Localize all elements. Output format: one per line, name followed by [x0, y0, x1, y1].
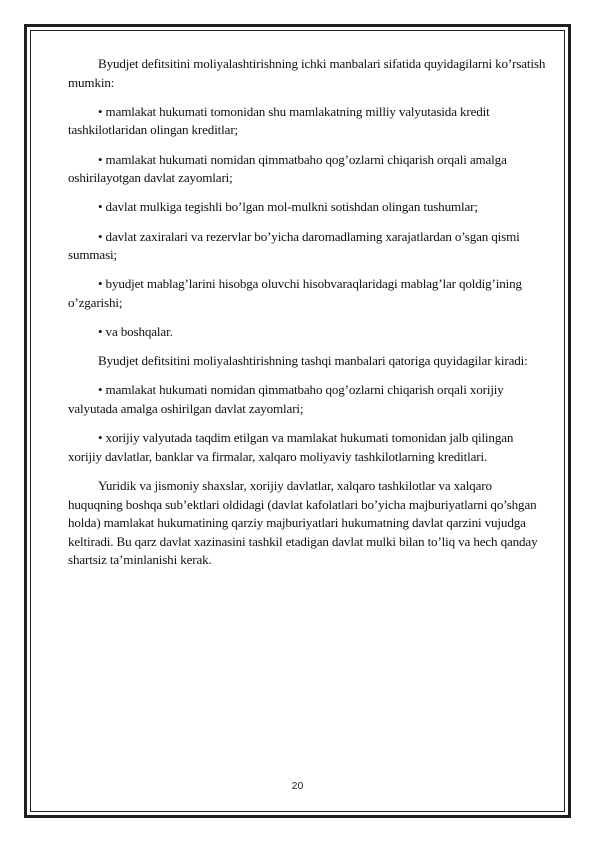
bullet-item: • xorijiy valyutada taqdim etilgan va mamlakat hukumati tomonidan jalb qilingan xorijiy davlatlar, banklar va firmalar, xalqaro moliyaviy tashkilotlarning kreditlari. — [68, 430, 514, 464]
paragraph-intro-internal-sources: Byudjet defitsitini moliyalashtirishning ichki manbalari sifatida quyidagilarni ko’rsatish mumkin: — [68, 56, 546, 90]
bullet-item: • davlat zaxiralari va rezervlar bo’yicha daromadlaming xarajatlardan o’sgan qismi summasi; — [68, 228, 520, 263]
paragraph-state-debt: Yuridik va jismoniy shaxslar, xorijiy davlatlar, xalqaro tashkilotlar va xalqaro huquqning boshqa sub’ektlari oldidagi (davlat kafolatlari bo’yicha majburiyatlarni qo’shgan holda) mamlakat hukumatining qarziy majburiyatlari hukumatning davlat qarzini vujudga keltiradi. Bu qarz davlat xazinasini tashkil etadigan davlat mulki bilan to’liq va hech qanday shartsiz ta’minlanishi kerak. — [68, 478, 538, 568]
document-body — [68, 55, 548, 581]
bullet-item: • va boshqalar. — [98, 324, 173, 340]
bullet-item: • davlat mulkiga tegishli bo’lgan mol-mulkni sotishdan olingan tushumlar; — [98, 199, 478, 215]
bullet-item: • mamlakat hukumati nomidan qimmatbaho qog’ozlarni chiqarish orqali amalga oshirilayotgan davlat zayomlari; — [68, 151, 507, 186]
bullet-item: • mamlakat hukumati nomidan qimmatbaho qog’ozlarni chiqarish orqali xorijiy valyutada amalga oshirilgan davlat zayomlari; — [68, 382, 504, 417]
page-number: 20 — [291, 780, 304, 792]
paragraph-intro-external-sources: Byudjet defitsitini moliyalashtirishning tashqi manbalari qatoriga quyidagilar kiradi: — [98, 353, 528, 369]
bullet-item: • mamlakat hukumati tomonidan shu mamlakatning milliy valyutasida kredit tashkilotlaridan olingan kreditlar; — [68, 103, 490, 138]
bullet-item: • byudjet mablag’larini hisobga oluvchi hisobvaraqlaridagi mablag’lar qoldig’ining o’zgarishi; — [68, 276, 522, 310]
